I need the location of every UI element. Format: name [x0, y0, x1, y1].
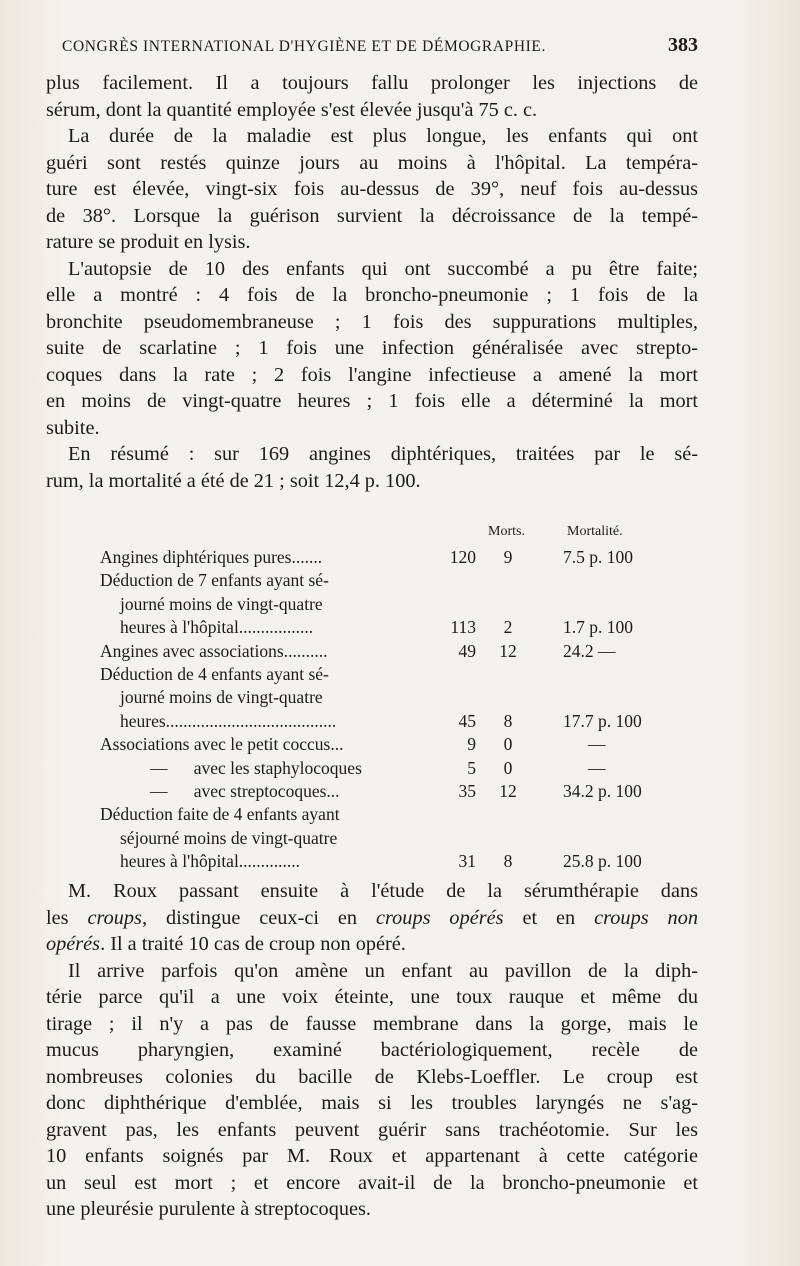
row-total: 120: [449, 547, 476, 567]
text-line: [46, 931, 698, 958]
text-line: donc diphthérique d'emblée, mais si les troubles laryngés ne s'ag-: [46, 1092, 698, 1114]
table-row: [100, 569, 700, 592]
text-line: [46, 905, 698, 932]
row-total: 49: [458, 640, 476, 661]
italic-term: opérés: [46, 933, 101, 955]
text-line: mucus pharyngien, examiné bactériologiquement, recèle de: [46, 1039, 698, 1061]
table-row: [100, 850, 700, 873]
upper-text: [46, 70, 698, 494]
page-number: 383: [668, 34, 698, 56]
running-head: [62, 34, 698, 60]
text-line: nombreuses colonies du bacille de Klebs-Loeffler. Le croup est: [46, 1065, 698, 1088]
table-row: [100, 803, 700, 826]
row-morts: 0: [503, 734, 513, 755]
row-total: 113: [450, 617, 476, 638]
mortality-table: [100, 524, 700, 873]
row-label: Angines avec associations..........: [100, 640, 328, 661]
table-row: [100, 780, 700, 803]
row-mortalite: 24.2 —: [563, 640, 616, 661]
table-row: [100, 640, 700, 663]
text-line: 10 enfants soignés par M. Roux et appartenant à cette catégorie: [46, 1145, 698, 1167]
table-row: [100, 616, 700, 639]
text-line: L'autopsie de 10 des enfants qui ont succombé a pu être faite;: [68, 257, 698, 280]
text-line: suite de scarlatine ; 1 fois une infection généralisée avec strepto-: [46, 337, 698, 359]
row-label: journé moins de vingt-quatre: [120, 593, 323, 614]
text-line: subite.: [46, 416, 100, 439]
text-line: tirage ; il n'y a pas de fausse membrane dans la gorge, mais le: [46, 1012, 698, 1035]
text-line: coques dans la rate ; 2 fois l'angine infectieuse a amené la mort: [46, 363, 698, 386]
italic-term: croups non: [594, 906, 698, 929]
text-line: térie parce qu'il a une voix éteinte, une toux rauque et même du: [46, 986, 698, 1008]
row-mortalite: —: [588, 734, 606, 755]
table-row: [100, 593, 700, 616]
table-header: [100, 524, 700, 546]
row-label: heures.......................................: [120, 710, 337, 731]
italic-term: croups opérés: [376, 906, 504, 929]
italic-term: croups: [87, 906, 142, 929]
text-line: ture est élevée, vingt-six fois au-dessus de 39°, neuf fois au-dessus: [46, 178, 698, 200]
row-mortalite: —: [588, 757, 606, 778]
running-head-title: CONGRÈS INTERNATIONAL D'HYGIÈNE ET DE DÉMOGRAPHIE.: [62, 38, 546, 55]
col-header-morts: Morts.: [488, 524, 525, 539]
row-label: Déduction de 4 enfants ayant sé-: [100, 663, 329, 684]
row-morts: 8: [503, 710, 513, 731]
row-morts: 8: [503, 851, 513, 872]
row-label: — avec streptocoques...: [150, 780, 340, 801]
table-row: [100, 686, 700, 709]
text-run: . Il a traité 10 cas de croup non opéré.: [100, 933, 406, 955]
row-total: 5: [467, 757, 476, 778]
lower-text: [46, 878, 698, 1223]
row-mortalite: 25.8 p. 100: [563, 851, 642, 872]
text-line: bronchite pseudomembraneuse ; 1 fois des suppurations multiples,: [46, 310, 698, 333]
text-run: les: [46, 906, 88, 929]
col-header-mortalite: Mortalité.: [567, 524, 623, 539]
text-line: de 38°. Lorsque la guérison survient la décroissance de la tempé-: [46, 204, 698, 227]
text-line: sérum, dont la quantité employée s'est élevée jusqu'à 75 c. c.: [46, 98, 538, 121]
text-line: gravent pas, les enfants peuvent guérir sans trachéotomie. Sur les: [46, 1118, 698, 1141]
row-mortalite: 34.2 p. 100: [563, 780, 642, 801]
table-row: [100, 710, 700, 733]
row-label: séjourné moins de vingt-quatre: [120, 827, 338, 848]
text-line: En résumé : sur 169 angines diphtériques, traitées par le sé-: [68, 443, 698, 465]
row-morts: 9: [503, 547, 513, 567]
row-morts: 12: [499, 780, 517, 801]
row-total: 9: [467, 734, 476, 755]
text-line: La durée de la maladie est plus longue, les enfants qui ont: [68, 125, 698, 147]
row-total: 45: [458, 710, 476, 731]
text-line: Il arrive parfois qu'on amène un enfant au pavillon de la diph-: [68, 959, 698, 982]
row-label: — avec les staphylocoques: [150, 757, 362, 778]
row-label: Déduction faite de 4 enfants ayant: [100, 804, 340, 825]
row-total: 31: [458, 851, 476, 872]
table-row: [100, 757, 700, 780]
text-line: une pleurésie purulente à streptocoques.: [46, 1198, 371, 1220]
table-row: [100, 663, 700, 686]
row-mortalite: 7.5 p. 100: [563, 547, 633, 567]
row-label: heures à l'hôpital.................: [120, 617, 314, 638]
row-label: Angines diphtériques pures.......: [100, 547, 323, 567]
table-row: [100, 827, 700, 850]
row-label: Déduction de 7 enfants ayant sé-: [100, 570, 329, 591]
row-morts: 12: [499, 640, 517, 661]
row-label: heures à l'hôpital..............: [120, 851, 301, 872]
text-line: en moins de vingt-quatre heures ; 1 fois elle a déterminé la mort: [46, 390, 698, 412]
text-line: guéri sont restés quinze jours au moins à l'hôpital. La tempéra-: [46, 151, 698, 174]
row-morts: 0: [503, 757, 513, 778]
row-label: Associations avec le petit coccus...: [100, 734, 344, 755]
row-mortalite: 17.7 p. 100: [563, 710, 642, 731]
table-row: [100, 546, 700, 569]
text-run: et en: [503, 906, 595, 929]
row-mortalite: 1.7 p. 100: [563, 617, 633, 638]
row-label: journé moins de vingt-quatre: [120, 687, 323, 708]
text-run: , distingue ceux-ci en: [141, 906, 377, 929]
row-total: 35: [458, 780, 476, 801]
row-morts: 2: [503, 617, 513, 638]
text-line: elle a montré : 4 fois de la broncho-pneumonie ; 1 fois de la: [46, 284, 698, 306]
text-line: un seul est mort ; et encore avait-il de la broncho-pneumonie et: [46, 1171, 698, 1194]
table-row: [100, 733, 700, 756]
text-line: rum, la mortalité a été de 21 ; soit 12,4 p. 100.: [46, 469, 421, 492]
text-line: plus facilement. Il a toujours fallu prolonger les injections de: [46, 72, 698, 94]
text-line: rature se produit en lysis.: [46, 231, 251, 253]
text-line: M. Roux passant ensuite à l'étude de la sérumthérapie dans: [68, 880, 698, 902]
